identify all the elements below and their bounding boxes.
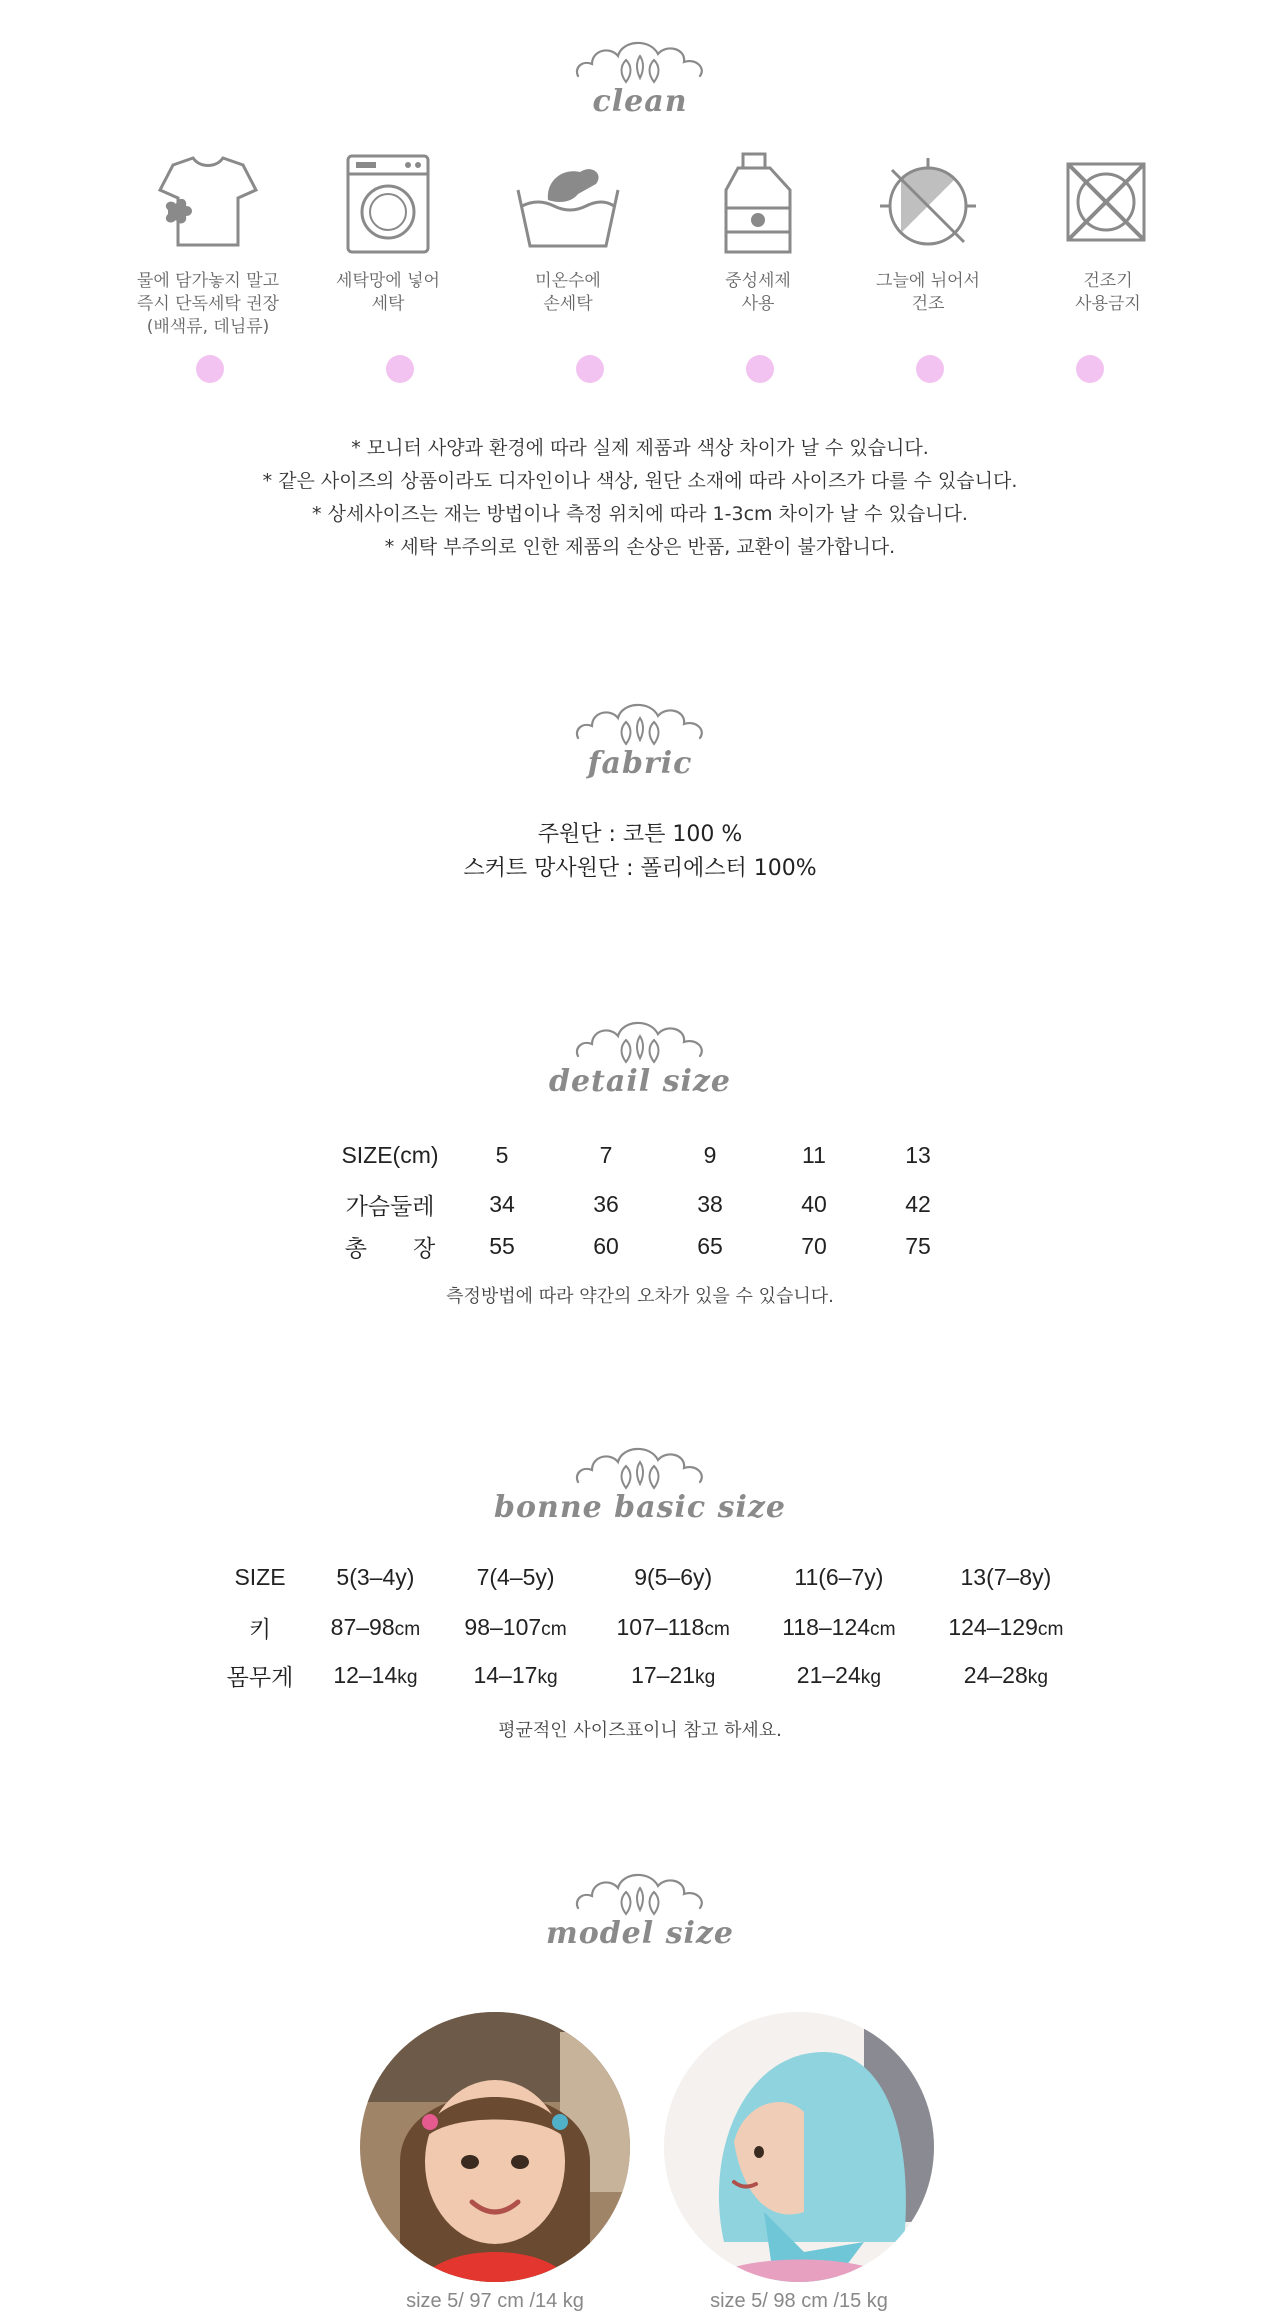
- model-size-title: model size: [545, 1916, 735, 1951]
- tshirt-stain-icon: [148, 150, 268, 260]
- detergent-bottle-icon: [698, 150, 818, 260]
- shade-dry-icon: [868, 150, 988, 260]
- table-cell: 17–21kg: [631, 1661, 716, 1688]
- detail-size-note: 측정방법에 따라 약간의 오차가 있을 수 있습니다.: [446, 1286, 834, 1307]
- cloud-icon: [570, 30, 710, 90]
- care-label: 미온수에 손세탁: [535, 271, 601, 314]
- table-header-cell: 13: [905, 1141, 931, 1168]
- fabric-main: 주원단 : 코튼 100 %: [537, 822, 743, 847]
- care-item: [1033, 150, 1183, 316]
- care-label: 건조기 사용금지: [1075, 271, 1141, 314]
- table-header-cell: 7: [599, 1141, 613, 1168]
- row-label: 총 장: [344, 1234, 436, 1261]
- care-label: 물에 담가놓지 말고 즉시 단독세탁 권장 (배색류, 데님류): [136, 271, 280, 337]
- table-header-cell: 9: [703, 1141, 717, 1168]
- detail-size-table: [330, 1128, 970, 1266]
- basic-size-note: 평균적인 사이즈표이니 참고 하세요.: [498, 1720, 782, 1741]
- table-cell: 124–129cm: [948, 1613, 1064, 1640]
- table-cell: 12–14kg: [333, 1661, 418, 1688]
- model-caption-1: size 5/ 97 cm /14 kg: [406, 2290, 584, 2312]
- notice-list: [0, 432, 1280, 564]
- basic-size-section-header: [0, 1436, 1280, 1525]
- table-header-cell: 5: [495, 1141, 509, 1168]
- no-tumble-dry-icon: [1048, 150, 1168, 260]
- clean-section-header: [0, 30, 1280, 119]
- care-item: [133, 150, 283, 339]
- cloud-icon: [570, 1436, 710, 1496]
- table-header-cell: 11(6–7y): [794, 1563, 884, 1590]
- row-label: 가슴둘레: [345, 1192, 435, 1219]
- row-label: 몸무게: [226, 1663, 294, 1690]
- notice-item: * 상세사이즈는 재는 방법이나 측정 위치에 따라 1-3cm 차이가 날 수 있습니다.: [312, 503, 968, 525]
- table-cell: 65: [697, 1232, 723, 1259]
- pink-dot: [916, 355, 944, 383]
- fabric-skirt: 스커트 망사원단 : 폴리에스터 100%: [463, 856, 817, 881]
- cloud-icon: [570, 692, 710, 752]
- table-cell: 34: [489, 1190, 515, 1217]
- table-cell: 42: [905, 1190, 931, 1217]
- care-label: 그늘에 뉘어서 건조: [876, 271, 980, 314]
- table-cell: 38: [697, 1190, 723, 1217]
- table-cell: 14–17kg: [473, 1661, 558, 1688]
- pink-dot: [196, 355, 224, 383]
- table-cell: 24–28kg: [963, 1661, 1048, 1688]
- table-cell: 70: [801, 1232, 827, 1259]
- table-header-cell: 7(4–5y): [476, 1563, 555, 1590]
- table-cell: 118–124cm: [782, 1613, 896, 1640]
- basic-size-title: bonne basic size: [494, 1490, 786, 1525]
- fabric-title: fabric: [587, 746, 693, 781]
- table-cell: 87–98cm: [330, 1613, 421, 1640]
- pink-dot: [386, 355, 414, 383]
- table-cell: 107–118cm: [616, 1613, 730, 1640]
- care-item: [853, 150, 1003, 316]
- care-label: 세탁망에 넣어 세탁: [336, 271, 440, 314]
- hand-wash-icon: [508, 150, 628, 260]
- cloud-icon: [570, 1862, 710, 1922]
- basic-size-table: [210, 1552, 1090, 1698]
- notice-item: * 세탁 부주의로 인한 제품의 손상은 반품, 교환이 불가합니다.: [384, 536, 896, 558]
- table-cell: 60: [593, 1232, 619, 1259]
- table-row: [210, 1652, 1090, 1698]
- care-item: [313, 150, 463, 316]
- care-label: 중성세제 사용: [725, 271, 791, 314]
- table-cell: 36: [593, 1190, 619, 1217]
- pink-dot: [1076, 355, 1104, 383]
- table-header-cell: 9(5–6y): [634, 1563, 713, 1590]
- table-header-cell: SIZE: [234, 1563, 286, 1590]
- clean-title: clean: [592, 84, 688, 119]
- care-item: [493, 150, 643, 316]
- model-caption-2: size 5/ 98 cm /15 kg: [710, 2290, 888, 2312]
- fabric-section-header: [0, 692, 1280, 781]
- table-row: [330, 1226, 970, 1266]
- table-header-row: [210, 1552, 1090, 1602]
- care-item: [683, 150, 833, 316]
- notice-item: * 모니터 사양과 환경에 따라 실제 제품과 색상 차이가 날 수 있습니다.: [351, 437, 929, 459]
- table-header-cell: 11: [802, 1141, 826, 1168]
- table-cell: 40: [801, 1190, 827, 1217]
- cloud-icon: [570, 1010, 710, 1070]
- model-size-section-header: [0, 1862, 1280, 1951]
- notice-item: * 같은 사이즈의 상품이라도 디자인이나 색상, 원단 소재에 따라 사이즈가 다를 수 있습니다.: [262, 470, 1018, 492]
- table-cell: 98–107cm: [464, 1613, 567, 1640]
- table-header-cell: SIZE(cm): [341, 1141, 439, 1168]
- table-row: [210, 1602, 1090, 1652]
- row-label: 키: [248, 1615, 272, 1642]
- detail-size-title: detail size: [548, 1064, 731, 1099]
- table-cell: 75: [905, 1232, 931, 1259]
- table-cell: 21–24kg: [796, 1661, 881, 1688]
- table-header-cell: 5(3–4y): [336, 1563, 415, 1590]
- table-row: [330, 1182, 970, 1226]
- washing-machine-icon: [328, 150, 448, 260]
- detail-size-section-header: [0, 1010, 1280, 1099]
- fabric-info: [0, 818, 1280, 886]
- table-header-row: [330, 1128, 970, 1182]
- table-cell: 55: [489, 1232, 515, 1259]
- table-header-cell: 13(7–8y): [960, 1563, 1052, 1590]
- model-photo-2: [664, 2012, 934, 2282]
- pink-dot: [576, 355, 604, 383]
- model-photo-1: [360, 2012, 630, 2282]
- pink-dot: [746, 355, 774, 383]
